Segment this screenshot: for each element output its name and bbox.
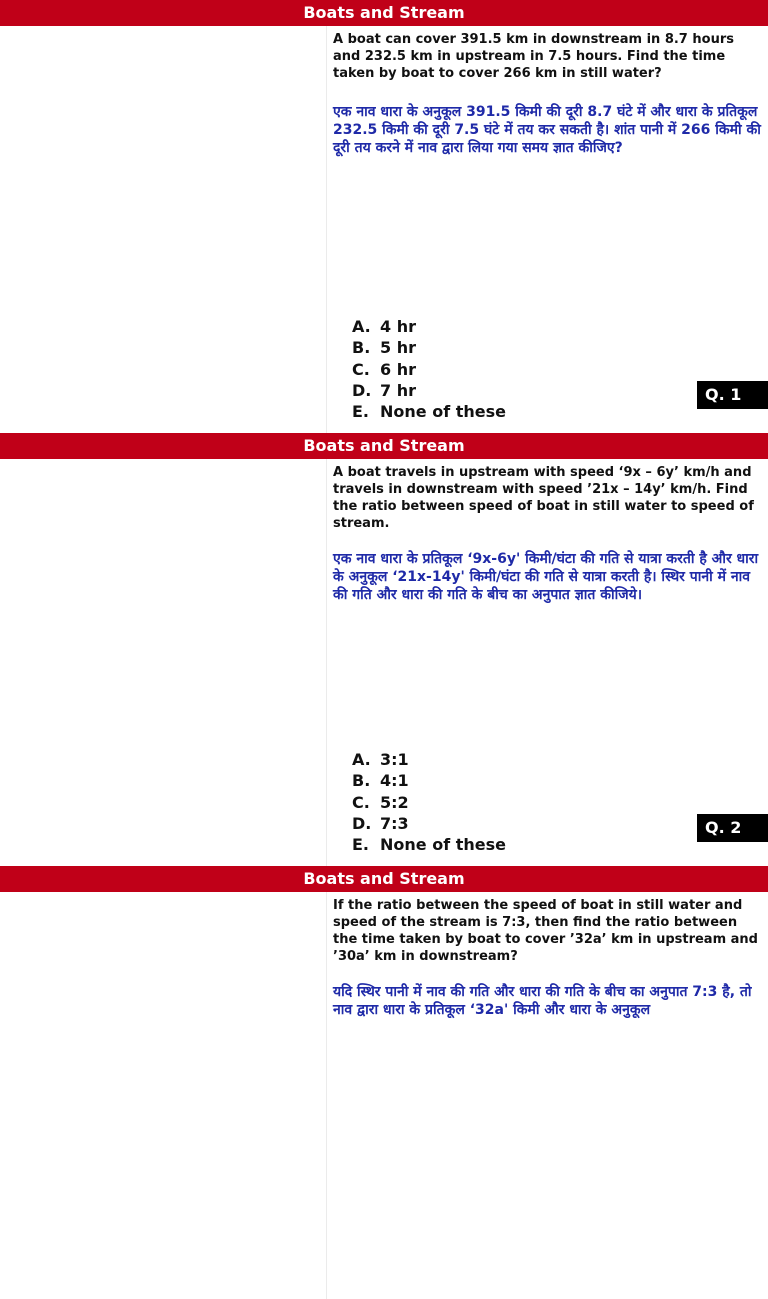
option-letter: D. — [352, 381, 372, 401]
option-a — [352, 749, 506, 770]
option-letter: E. — [352, 835, 370, 855]
question-slide-2 — [0, 433, 768, 866]
topic-banner: Boats and Stream — [0, 0, 768, 26]
option-text: None of these — [380, 402, 506, 422]
option-d — [352, 380, 506, 401]
topic-banner: Boats and Stream — [0, 866, 768, 892]
option-text: 4:1 — [380, 771, 409, 791]
option-text: 5 hr — [380, 338, 416, 358]
question-slide-3 — [0, 866, 768, 1299]
option-letter: D. — [352, 814, 372, 834]
option-d — [352, 813, 506, 834]
blank-panel — [0, 459, 327, 866]
option-b — [352, 337, 506, 358]
option-text: 5:2 — [380, 792, 409, 812]
option-b — [352, 770, 506, 791]
option-e — [352, 834, 506, 855]
option-letter: A. — [352, 317, 371, 337]
option-c — [352, 792, 506, 813]
option-a — [352, 316, 506, 337]
option-text: 7 hr — [380, 381, 416, 401]
blank-panel — [0, 26, 327, 433]
option-c — [352, 359, 506, 380]
options-list — [352, 316, 506, 422]
option-text: None of these — [380, 835, 506, 855]
question-slide-1 — [0, 0, 768, 433]
question-english: A boat can cover 391.5 km in downstream in 8.7 hours and 232.5 km in upstream in 7.5 hours. Find the time taken by boat to cover 266 km in still water? — [333, 32, 734, 81]
options-list — [352, 749, 506, 855]
topic-banner: Boats and Stream — [0, 433, 768, 459]
option-e — [352, 401, 506, 422]
option-text: 3:1 — [380, 750, 409, 770]
option-letter: C. — [352, 792, 370, 812]
option-letter: C. — [352, 359, 370, 379]
option-letter: A. — [352, 750, 371, 770]
question-hindi: एक नाव धारा के प्रतिकूल ‘9x-6y' किमी/घंटा की गति से यात्रा करती है और धारा के अनुकूल ‘21x-14y' किमी/घंटा की गति से यात्रा करती है। स्थिर पानी में नाव की गति और धारा की गति के बीच का अनुपात ज्ञात कीजिये। — [333, 551, 759, 603]
question-hindi: एक नाव धारा के अनुकूल 391.5 किमी की दूरी 8.7 घंटे में और धारा के प्रतिकूल 232.5 किमी की दूरी 7.5 घंटे में तय कर सकती है। शांत पानी में 266 किमी की दूरी तय करने में नाव द्वारा लिया गया समय ज्ञात कीजिए? — [333, 104, 761, 156]
question-number-badge: Q. 2 — [697, 814, 768, 842]
option-text: 4 hr — [380, 317, 416, 337]
option-letter: B. — [352, 771, 371, 791]
option-letter: E. — [352, 402, 370, 422]
question-hindi: यदि स्थिर पानी में नाव की गति और धारा की गति के बीच का अनुपात 7:3 है, तो नाव द्वारा धारा के प्रतिकूल ‘32a' किमी और धारा के अनुकूल — [333, 984, 752, 1018]
option-text: 6 hr — [380, 359, 416, 379]
option-text: 7:3 — [380, 814, 409, 834]
question-english: If the ratio between the speed of boat in still water and speed of the stream is 7:3, then find the ratio between the time taken by boat to cover ’32a’ km in upstream and ’30a’ km in downstream? — [333, 898, 758, 964]
question-number-badge: Q. 1 — [697, 381, 768, 409]
blank-panel — [0, 892, 327, 1299]
question-english: A boat travels in upstream with speed ‘9x – 6y’ km/h and travels in downstream with speed ’21x – 14y’ km/h. Find the ratio between speed of boat in still water to speed of stream. — [333, 465, 754, 531]
option-letter: B. — [352, 338, 371, 358]
